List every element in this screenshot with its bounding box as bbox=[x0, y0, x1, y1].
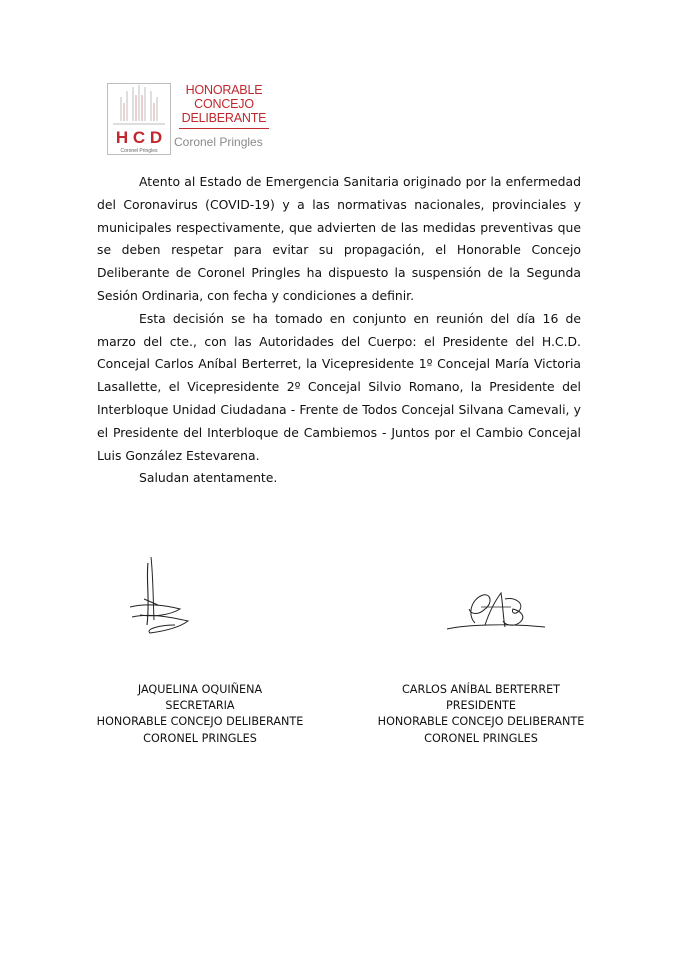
closing-line: Saludan atentamente. bbox=[139, 470, 278, 486]
signer-left-name: JAQUELINA OQUIÑENA bbox=[137, 683, 263, 696]
signer-left-city: CORONEL PRINGLES bbox=[143, 731, 257, 745]
signature-right bbox=[445, 585, 550, 640]
letter-body bbox=[97, 171, 581, 490]
paragraph-decision: Esta decisión se ha tomado en conjunto en reunión del día 16 de marzo del cte., con las Autoridades del Cuerpo: el Presidente del H.C.D. Concejal Carlos Aníbal Berterret, la Vicepresidente 1º Concejal María Victoria Lasallette, el Vicepresidente 2º Concejal Silvio Romano, la Presidente del Interbloque Unidad Ciudadana - Frente de Todos Concejal Silvana Camevali, y el Presidente del Interbloque de Cambiemos - Juntos por el Cambio Concejal Luis González Estevarena. bbox=[97, 310, 581, 463]
hcd-mark-letters: H C D bbox=[115, 128, 163, 147]
hcd-logo-mark bbox=[107, 83, 171, 155]
signer-right-role: PRESIDENTE bbox=[446, 699, 516, 713]
signer-right-city: CORONEL PRINGLES bbox=[424, 731, 538, 745]
paragraph-announcement: Atento al Estado de Emergencia Sanitaria originado por la enfermedad del Coronavirus (COVID-19) y a las normativas nacionales, provinciales y municipales respectivamente, que advierten de las medidas preventivas que se deben respetar para evitar su propagación, el Honorable Concejo Deliberante de Coronel Pringles ha dispuesto la suspensión de la Segunda Sesión Ordinaria, con fecha y condiciones a definir. bbox=[97, 174, 581, 303]
hcd-logo bbox=[107, 83, 267, 157]
signer-right-org: HONORABLE CONCEJO DELIBERANTE bbox=[377, 715, 585, 729]
logo-line-concejo: CONCEJO bbox=[194, 97, 254, 111]
signer-left-block bbox=[90, 682, 310, 747]
hcd-mark-subtext: Coronel Pringles bbox=[120, 148, 158, 154]
signer-right-block bbox=[366, 682, 596, 747]
signer-right-name: CARLOS ANÍBAL BERTERRET bbox=[401, 683, 561, 696]
logo-city: Coronel Pringles bbox=[174, 135, 263, 149]
logo-wordmark bbox=[179, 83, 269, 132]
signature-left bbox=[120, 545, 200, 645]
logo-line-deliberante: DELIBERANTE bbox=[181, 111, 267, 125]
logo-rule bbox=[179, 128, 269, 129]
signer-left-org: HONORABLE CONCEJO DELIBERANTE bbox=[96, 715, 304, 729]
signer-left-role: SECRETARIA bbox=[165, 699, 235, 713]
logo-line-honorable: HONORABLE bbox=[185, 83, 263, 97]
